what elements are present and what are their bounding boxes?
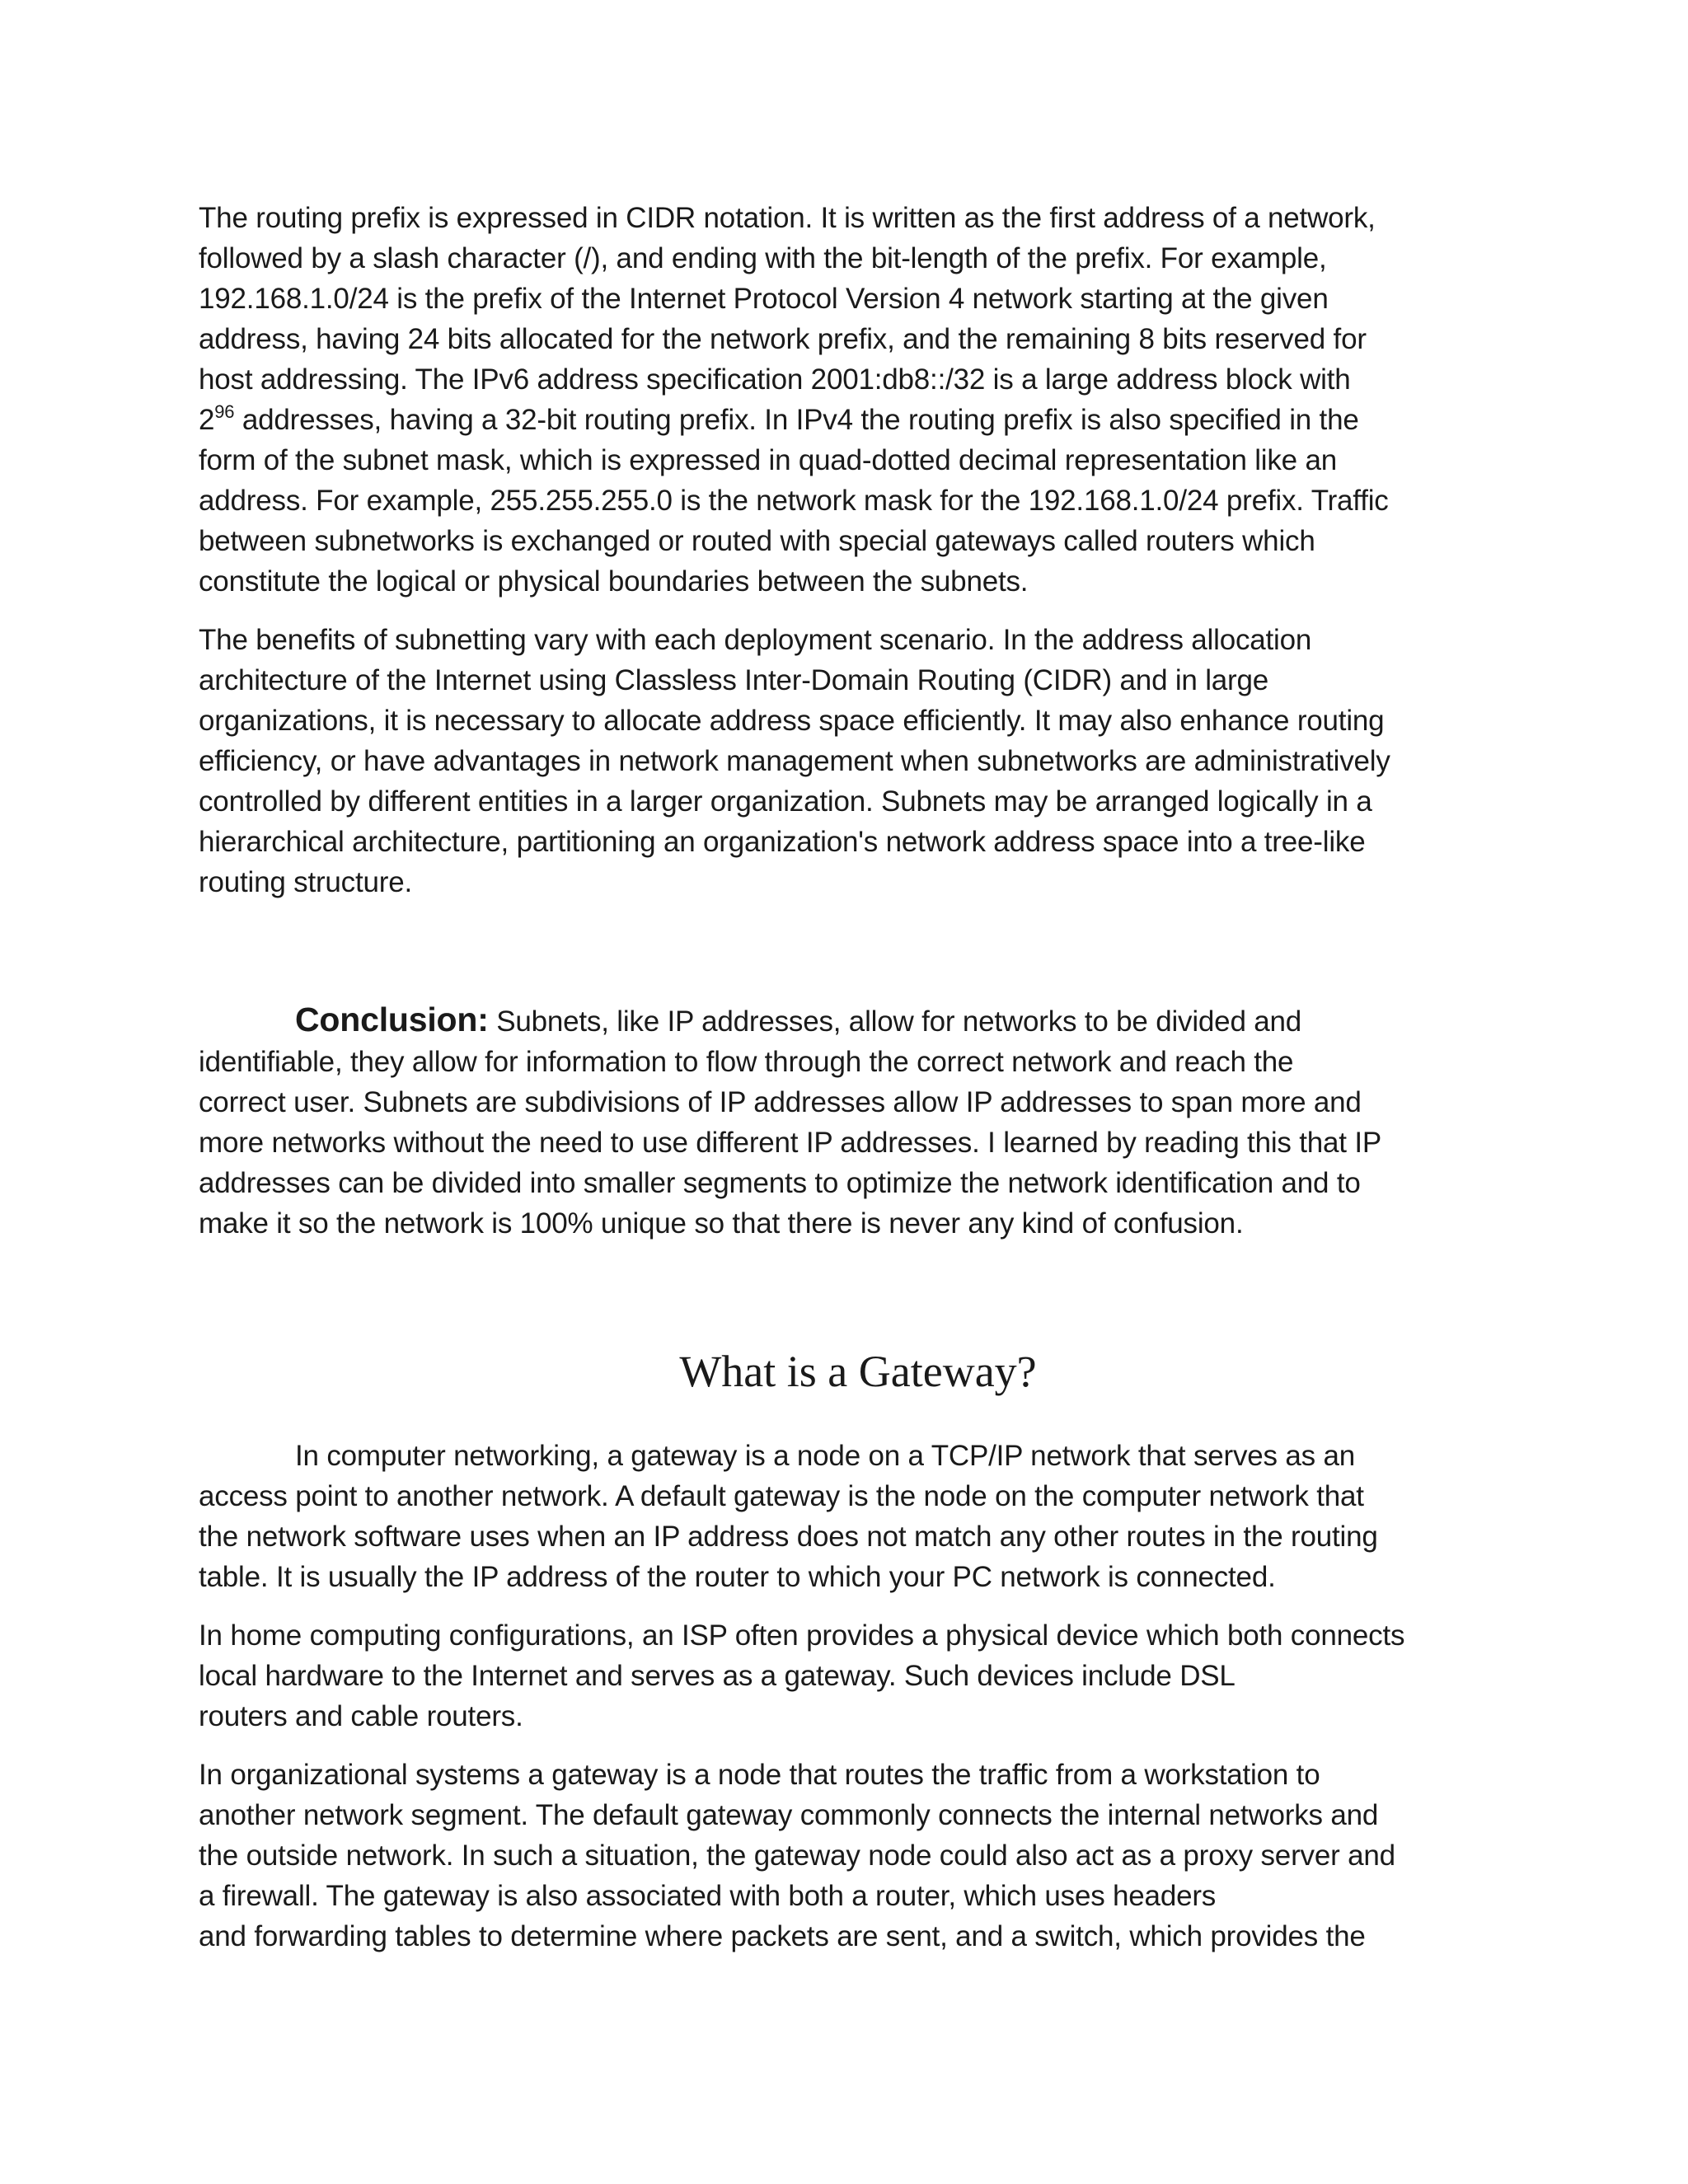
text-line: the outside network. In such a situation, the gateway node could also act as a proxy server and: [199, 1840, 1395, 1872]
conclusion-label: Conclusion:: [295, 1001, 489, 1038]
text-line: address. For example, 255.255.255.0 is the network mask for the 192.168.1.0/24 prefix. Traffic: [199, 485, 1389, 517]
text-line: Subnets, like IP addresses, allow for networks to be divided and: [488, 1005, 1302, 1038]
text-line: table. It is usually the IP address of the router to which your PC network is connected.: [199, 1561, 1276, 1593]
text-line: The benefits of subnetting vary with each deployment scenario. In the address allocation: [199, 624, 1312, 656]
text-line: architecture of the Internet using Classless Inter-Domain Routing (CIDR) and in large: [199, 664, 1269, 696]
text-line: routers and cable routers.: [199, 1700, 523, 1732]
text-line: a firewall. The gateway is also associated with both a router, which uses headers: [199, 1880, 1217, 1912]
text-line: controlled by different entities in a larger organization. Subnets may be arranged logically in a: [199, 785, 1372, 818]
text-line: constitute the logical or physical boundaries between the subnets.: [199, 565, 1029, 598]
text-line: local hardware to the Internet and serves as a gateway. Such devices include DSL: [199, 1660, 1236, 1692]
text-line: form of the subnet mask, which is expressed in quad-dotted decimal representation like an: [199, 444, 1338, 476]
text-line: addresses can be divided into smaller segments to optimize the network identification and to: [199, 1167, 1361, 1199]
text-line: address, having 24 bits allocated for the network prefix, and the remaining 8 bits reserved for: [199, 323, 1367, 355]
paragraph-subnetting-benefits: [199, 620, 1501, 902]
text-line: the network software uses when an IP address does not match any other routes in the routing: [199, 1521, 1378, 1553]
text-line: efficiency, or have advantages in network management when subnetworks are administratively: [199, 745, 1390, 777]
text-line: In organizational systems a gateway is a node that routes the traffic from a workstation to: [199, 1759, 1320, 1791]
text-line: correct user. Subnets are subdivisions of IP addresses allow IP addresses to span more and: [199, 1086, 1362, 1118]
paragraph-conclusion: [199, 1000, 1501, 1244]
paragraph-organizational-gateway: [199, 1755, 1501, 1957]
text-line: and forwarding tables to determine where packets are sent, and a switch, which provides the: [199, 1920, 1366, 1952]
text-line: followed by a slash character (/), and ending with the bit-length of the prefix. For example,: [199, 242, 1327, 274]
text-line: identifiable, they allow for information to flow through the correct network and reach the: [199, 1046, 1294, 1078]
text-line: host addressing. The IPv6 address specification 2001:db8::/32 is a large address block with: [199, 363, 1351, 396]
text-line: between subnetworks is exchanged or routed with special gateways called routers which: [199, 525, 1315, 557]
paragraph-gateway-definition: [199, 1436, 1501, 1597]
text-line: In home computing configurations, an ISP often provides a physical device which both connects: [199, 1619, 1405, 1652]
text-line: routing structure.: [199, 866, 413, 898]
text-line: 192.168.1.0/24 is the prefix of the Internet Protocol Version 4 network starting at the given: [199, 283, 1329, 315]
text-line: another network segment. The default gateway commonly connects the internal networks and: [199, 1799, 1379, 1831]
text-line: In computer networking, a gateway is a node on a TCP/IP network that serves as an: [295, 1440, 1355, 1472]
text-line: addresses, having a 32-bit routing prefix. In IPv4 the routing prefix is also specified in the: [234, 404, 1359, 436]
exponent-base: 2: [199, 404, 215, 436]
text-line: more networks without the need to use different IP addresses. I learned by reading this that IP: [199, 1127, 1382, 1159]
paragraph-routing-prefix: [199, 198, 1501, 602]
text-line: The routing prefix is expressed in CIDR notation. It is written as the first address of a network,: [199, 202, 1376, 234]
text-line: make it so the network is 100% unique so that there is never any kind of confusion.: [199, 1207, 1244, 1240]
section-heading-gateway: What is a Gateway?: [679, 1347, 1037, 1396]
text-line: hierarchical architecture, partitioning an organization's network address space into a tree-like: [199, 826, 1366, 858]
text-line: access point to another network. A default gateway is the node on the computer network that: [199, 1480, 1364, 1512]
exponent-superscript: 96: [214, 401, 235, 422]
document-body: [199, 198, 1501, 1975]
paragraph-home-gateway: [199, 1615, 1501, 1736]
text-line: organizations, it is necessary to allocate address space efficiently. It may also enhance routing: [199, 705, 1385, 737]
